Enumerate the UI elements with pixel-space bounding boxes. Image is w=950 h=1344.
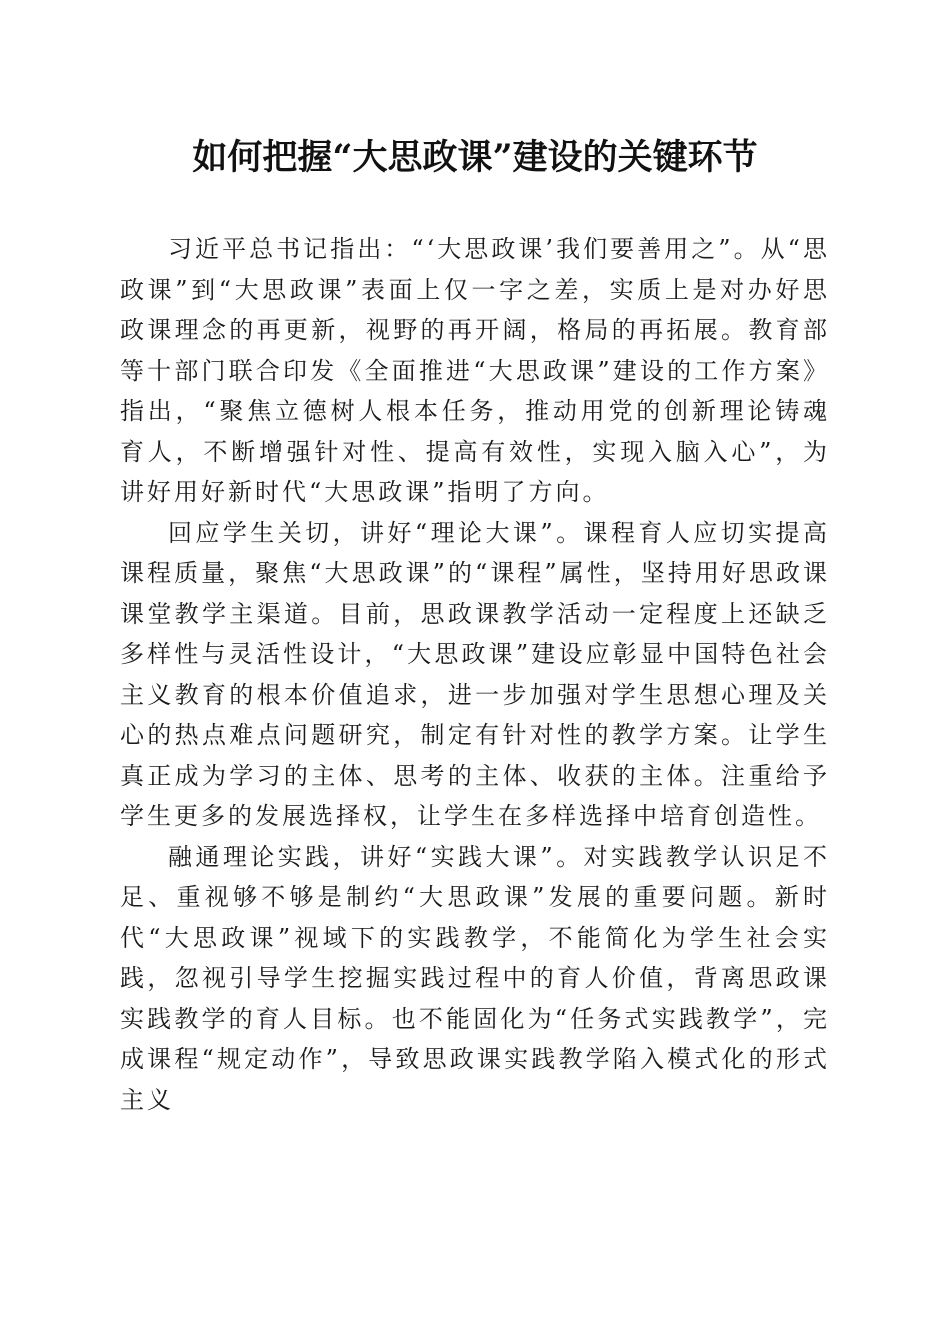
paragraph-practice-course: 融通理论实践，讲好“实践大课”。对实践教学认识足不足、重视够不够是制约“大思政课”发展的重要问题。新时代“大思政课”视域下的实践教学，不能简化为学生社会实践，忽视引导学生挖掘实践过程中的育人价值，背离思政课实践教学的育人目标。也不能固化为“任务式实践教学”，完成课程“规定动作”，导致思政课实践教学陷入模式化的形式主义 [120, 842, 830, 1114]
document-title: 如何把握“大思政课”建设的关键环节 [192, 137, 758, 178]
paragraph-intro: 习近平总书记指出：“‘大思政课’我们要善用之”。从“思政课”到“大思政课”表面上仅一字之差，实质上是对办好思政课理念的再更新，视野的再开阔，格局的再拓展。教育部等十部门联合印发《全面推进“大思政课”建设的工作方案》指出，“聚焦立德树人根本任务，推动用党的创新理论铸魂育人，不断增强针对性、提高有效性，实现入脑入心”，为讲好用好新时代“大思政课”指明了方向。 [120, 235, 830, 506]
paragraph-theory-course: 回应学生关切，讲好“理论大课”。课程育人应切实提高课程质量，聚焦“大思政课”的“课程”属性，坚持用好思政课课堂教学主渠道。目前，思政课教学活动一定程度上还缺乏多样性与灵活性设计，“大思政课”建设应彰显中国特色社会主义教育的根本价值追求，进一步加强对学生思想心理及关心的热点难点问题研究，制定有针对性的教学方案。让学生真正成为学习的主体、思考的主体、收获的主体。注重给予学生更多的发展选择权，让学生在多样选择中培育创造性。 [120, 518, 830, 830]
document-body [120, 229, 830, 1120]
